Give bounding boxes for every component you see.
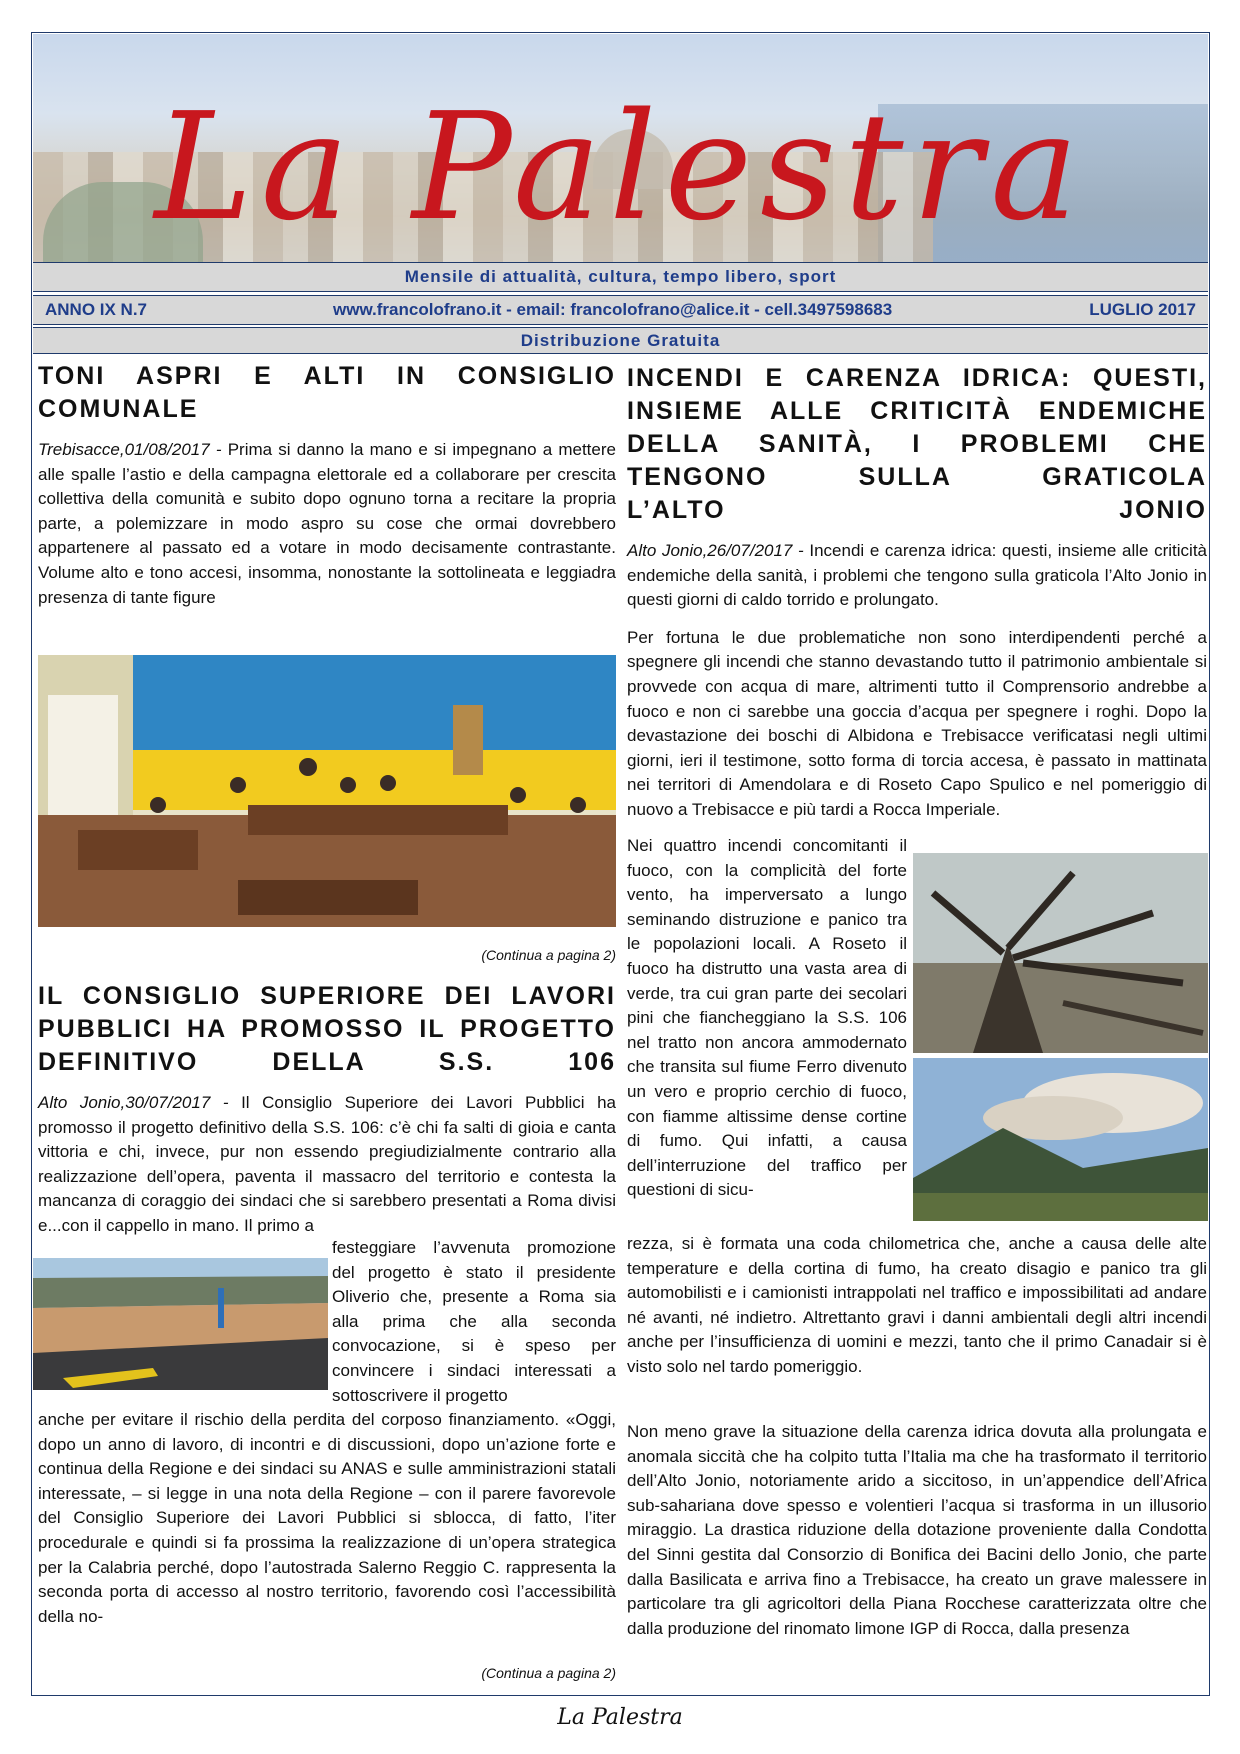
article-headline: TONI ASPRI E ALTI IN CONSIGLIO COMUNALE [38, 362, 616, 423]
info-band [33, 295, 1208, 325]
article-headline: INCENDI E CARENZA IDRICA: QUESTI, INSIEME ALLE CRITICITÀ ENDEMICHE DELLA SANITÀ, I PROBLEMI CHE TENGONO SULLA GRATICOLA L’ALTO JONIO [627, 364, 1207, 524]
article-incendi [627, 362, 1207, 823]
continue-note: (Continua a pagina 2) [481, 947, 616, 963]
dateline: Alto Jonio,26/07/2017 - [627, 541, 804, 560]
footer-title: La Palestra [557, 1705, 683, 1730]
road-works-photo [33, 1258, 328, 1390]
article-lead: Incendi e carenza idrica: questi, insieme alle criticità endemiche della sanità, i problemi che tengono sulla graticola l’Alto Jonio in questi giorni di caldo torrido e prolungato. [627, 541, 1207, 610]
article-incendi-side: Nei quattro incendi concomitanti il fuoco, con la complicità del forte vento, ha imperversato a lungo seminando distruzione e panico tra le popolazioni locali. A Roseto il fuoco ha distrutto una vasta area di verde, tra cui gran parte dei secolari pini che fiancheggiano la S.S. 106 nel tratto non ancora ammodernato che transita sul fiume Ferro divenuto un vero e proprio cerchio di fuoco, con fiamme altissime dense cortine di fumo. Qui infatti, a causa dell’interruzione del traffico per questioni di sicu- [627, 836, 907, 1200]
contacts: www.francolofrano.it - email: francolofrano@alice.it - cell.3497598683 [333, 300, 893, 319]
subtitle-band: Mensile di attualità, cultura, tempo libero, sport [33, 262, 1208, 292]
dateline: Alto Jonio,30/07/2017 - [38, 1093, 229, 1112]
distribution-band: Distribuzione Gratuita [33, 327, 1208, 354]
continue-note: (Continua a pagina 2) [481, 1665, 616, 1681]
article-body: Il Consiglio Superiore dei Lavori Pubblici ha promosso il progetto definitivo della S.S. 106: c’è chi fa salti di gioia e canta vittoria e chi, invece, pur non essendo pregiudizialmente contrario alla realizzazione dell’opera, paventa il massacro del territorio e contesta la mancanza di coraggio dei sindaci che si sarebbero presentati a Roma divisi e...con il cappello in mano. Il primo a [38, 1093, 616, 1235]
newspaper-title: La Palestra [154, 81, 1087, 253]
dateline: Trebisacce,01/08/2017 - [38, 440, 222, 459]
article-incendi-continued: rezza, si è formata una coda chilometrica che, anche a causa delle alte temperature e della cortina di fumo, ha creato disagio e panico tra gli automobilisti e i camionisti intrappolati nel traffico e impossibilitati ad andare né avanti, né indietro. Altrettanto gravi i danni ambientali degli altri incendi anche per l’insufficienza di uomini e mezzi, tanto che il primo Canadair si è visto solo nel tardo pomeriggio. [627, 1234, 1207, 1376]
article-headline: IL CONSIGLIO SUPERIORE DEI LAVORI PUBBLICI HA PROMOSSO IL PROGETTO DEFINITIVO DELLA S.S. 106 [38, 982, 616, 1076]
article-carenza-idrica: Non meno grave la situazione della carenza idrica dovuta alla prolungata e anomala siccità che ha colpito tutta l’Italia ma che ha trasformato il territorio dell’Alto Jonio, notoriamente arido a siccitoso, in un’appendice dell’Africa sub-sahariana dove spesso e volentieri l’acqua si trasforma in un illusorio miraggio. La drastica riduzione della dotazione proveniente dalla Condotta del Sinni gestita dal Consorzio di Bonifica dei Bacini dello Jonio, che parte dalla Basilicata e arriva fino a Trebisacce, ha creato un grave malessere in particolare tra gli agricoltori della Piana Rocchese caratterizzata oltre che dalla produzione del rinomato limone IGP di Rocca, dalla presenza [627, 1422, 1207, 1638]
article-ss106-side: festeggiare l’avvenuta promozione del progetto è stato il presidente Oliverio che, presente a Roma sia alla prima che alla seconda convocazione, si è speso per convincere i sindaci interessati a sottoscrivere il progetto [332, 1238, 616, 1405]
burnt-tree-photo [913, 853, 1208, 1053]
issue-date: LUGLIO 2017 [1089, 300, 1196, 319]
issue-number: ANNO IX N.7 [45, 300, 148, 319]
masthead-photo [33, 34, 1208, 262]
wildfire-smoke-photo [913, 1058, 1208, 1221]
council-meeting-photo [38, 655, 616, 927]
article-ss106 [38, 980, 616, 1239]
article-consiglio-comunale [38, 360, 616, 610]
article-ss106-bottom: anche per evitare il rischio della perdita del corposo finanziamento. «Oggi, dopo un anno di lavoro, di incontri e di discussioni, dopo un’azione forte e continua della Regione e dei sindaci su ANAS e sulle amministrazioni statali interessate, – si legge in una nota della Regione – con il parere favorevole del Consiglio Superiore dei Lavori Pubblici si sblocca, di fatto, l’iter procedurale e quindi si fa prossima la realizzazione di un’opera strategica per la Calabria perché, dopo l’autostrada Salerno Reggio C. rappresenta la seconda porta di accesso al nostro territorio, favorendo così l’accessibilità della no- [38, 1410, 616, 1626]
article-body: Per fortuna le due problematiche non sono interdipendenti perché a spegnere gli incendi che stanno devastando tutto il patrimonio ambientale si provvede con acqua di mare, altrimenti tutto il Comprensorio andrebbe a fuoco e non ci sarebbe una goccia d’acqua per spegnere i roghi. Dopo la devastazione dei boschi di Albidona e Trebisacce verificatasi negli ultimi giorni, ieri il testimone, sotto forma di torcia accesa, è passato in mattinata nei territori di Amendolara e di Roseto Capo Spulico e nel pomeriggio di nuovo a Trebisacce e più tardi a Rocca Imperiale. [627, 627, 1207, 819]
article-body: Prima si danno la mano e si impegnano a mettere alle spalle l’astio e della campagna elettorale ed a collaborare per crescita collettiva della comunità e subito dopo ognuno torna a recitare la propria parte, a polemizzare in modo aspro su cose che ormai dovrebbero appartenere al passato ed a votare in modo decisamente contrastante. Volume alto e tono accesi, insomma, nonostante la sottolineata e leggiadra presenza di tante figure [38, 440, 616, 607]
